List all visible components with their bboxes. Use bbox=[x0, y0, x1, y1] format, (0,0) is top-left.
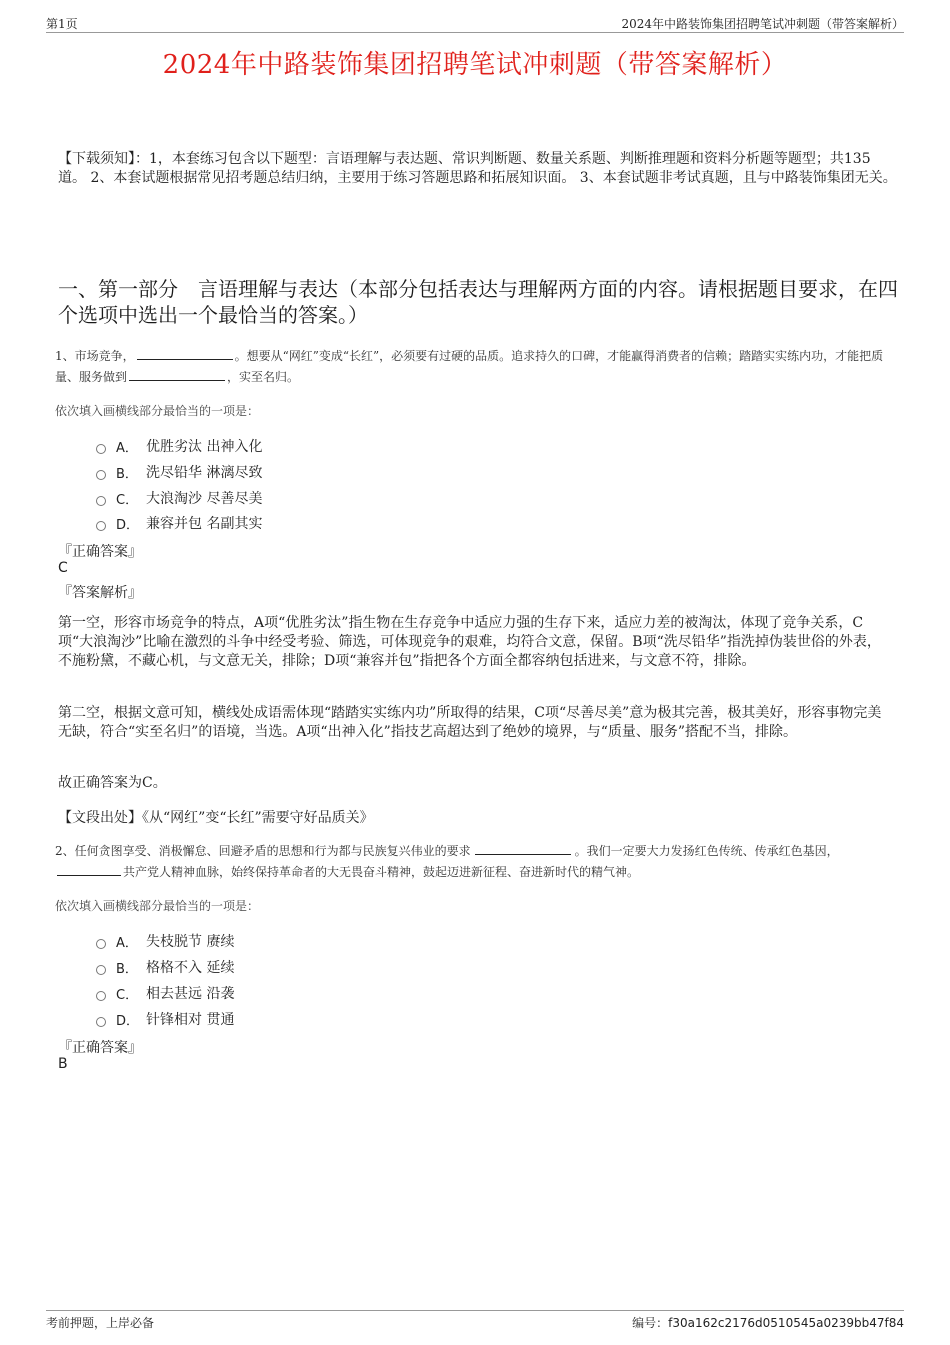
answer-blank bbox=[475, 842, 571, 855]
answer-blank bbox=[57, 863, 121, 876]
footer-slogan: 考前押题，上岸必备 bbox=[46, 1316, 155, 1330]
radio-icon[interactable] bbox=[96, 496, 106, 506]
correct-answer-label: 『正确答案』 bbox=[58, 544, 142, 560]
download-notice: 【下载须知】：1，本套练习包含以下题型：言语理解与表达题、常识判断题、数量关系题、判断推理题和资料分析题等题型；共135道。 2、本套试题根据常见招考题总结归纳，主要用于练习答题思路和拓展知识面。 3、本套试题非考试真题，且与中路装饰集团无关。 bbox=[58, 151, 897, 186]
analysis-paragraph: 第二空，根据文意可知，横线处成语需体现“踏踏实实练内功”所取得的结果，C项“尽善尽美”意为极其完善，极其美好，形容事物完美无缺，符合“实至名归”的语境，当选。A项“出神入化”指技艺高超达到了绝妙的境界，与“质量、服务”搭配不当，排除。 bbox=[58, 705, 882, 740]
answer-blank bbox=[137, 347, 233, 360]
header-doc-title: 2024年中路装饰集团招聘笔试冲刺题（带答案解析） bbox=[621, 17, 904, 31]
page-title: 2024年中路装饰集团招聘笔试冲刺题（带答案解析） bbox=[162, 50, 788, 80]
passage-source: 【文段出处】《从“网红”变“长红”需要守好品质关》 bbox=[58, 810, 374, 826]
correct-answer: B bbox=[58, 1056, 68, 1072]
footer-divider bbox=[46, 1310, 904, 1311]
footer-code: 编号：f30a162c2176d0510545a0239bb47f84 bbox=[632, 1316, 904, 1330]
radio-icon[interactable] bbox=[96, 991, 106, 1001]
option-a[interactable]: A． 失枝脱节 赓续 bbox=[96, 931, 234, 951]
correct-answer-label: 『正确答案』 bbox=[58, 1040, 142, 1056]
header-page-number: 第1页 bbox=[46, 17, 78, 31]
analysis-label: 『答案解析』 bbox=[58, 585, 142, 601]
radio-icon[interactable] bbox=[96, 939, 106, 949]
radio-icon[interactable] bbox=[96, 470, 106, 480]
option-c[interactable]: C． 大浪淘沙 尽善尽美 bbox=[96, 488, 262, 508]
option-b[interactable]: B． 格格不入 延续 bbox=[96, 957, 234, 977]
analysis-paragraph: 第一空，形容市场竞争的特点，A项“优胜劣汰”指生物在生存竞争中适应力强的生存下来，适应力差的被淘汰，体现了竞争关系，C项“大浪淘沙”比喻在激烈的斗争中经受考验、筛选，可体现竞争的艰难，均符合文意，保留。B项“洗尽铅华”指洗掉伪装世俗的外表，不施粉黛，不藏心机，与文意无关，排除；D项“兼容并包”指把各个方面全都容纳包括进来，与文意不符，排除。 bbox=[58, 615, 881, 669]
header-divider bbox=[46, 32, 904, 33]
question-1-text: 1、市场竞争， 。想要从“网红”变成“长红”，必须要有过硬的品质。追求持久的口碑，才能赢得消费者的信赖；踏踏实实练内功，才能把质量、服务做到 ，实至名归。 bbox=[55, 349, 884, 384]
option-b[interactable]: B． 洗尽铅华 淋漓尽致 bbox=[96, 462, 262, 482]
option-a[interactable]: A． 优胜劣汰 出神入化 bbox=[96, 436, 262, 456]
question-2-text: 2、任何贪图享受、消极懈怠、回避矛盾的思想和行为都与民族复兴伟业的要求 。我们一定要大力发扬红色传统、传承红色基因，共产党人精神血脉，始终保持革命者的大无畏奋斗精神，鼓起迈进新征程、奋进新时代的精气神。 bbox=[55, 844, 839, 879]
option-c[interactable]: C． 相去甚远 沿袭 bbox=[96, 983, 234, 1003]
question-2-prompt: 依次填入画横线部分最恰当的一项是： bbox=[55, 899, 260, 913]
section-title: 一、第一部分 言语理解与表达（本部分包括表达与理解两方面的内容。请根据题目要求，在四个选项中选出一个最恰当的答案。） bbox=[58, 277, 898, 327]
radio-icon[interactable] bbox=[96, 444, 106, 454]
radio-icon[interactable] bbox=[96, 1017, 106, 1027]
question-1-prompt: 依次填入画横线部分最恰当的一项是： bbox=[55, 404, 260, 418]
radio-icon[interactable] bbox=[96, 965, 106, 975]
correct-answer: C bbox=[58, 560, 68, 576]
answer-blank bbox=[129, 368, 225, 381]
option-d[interactable]: D． 针锋相对 贯通 bbox=[96, 1009, 234, 1029]
analysis-conclusion: 故正确答案为C。 bbox=[58, 775, 167, 791]
option-d[interactable]: D． 兼容并包 名副其实 bbox=[96, 513, 262, 533]
radio-icon[interactable] bbox=[96, 521, 106, 531]
